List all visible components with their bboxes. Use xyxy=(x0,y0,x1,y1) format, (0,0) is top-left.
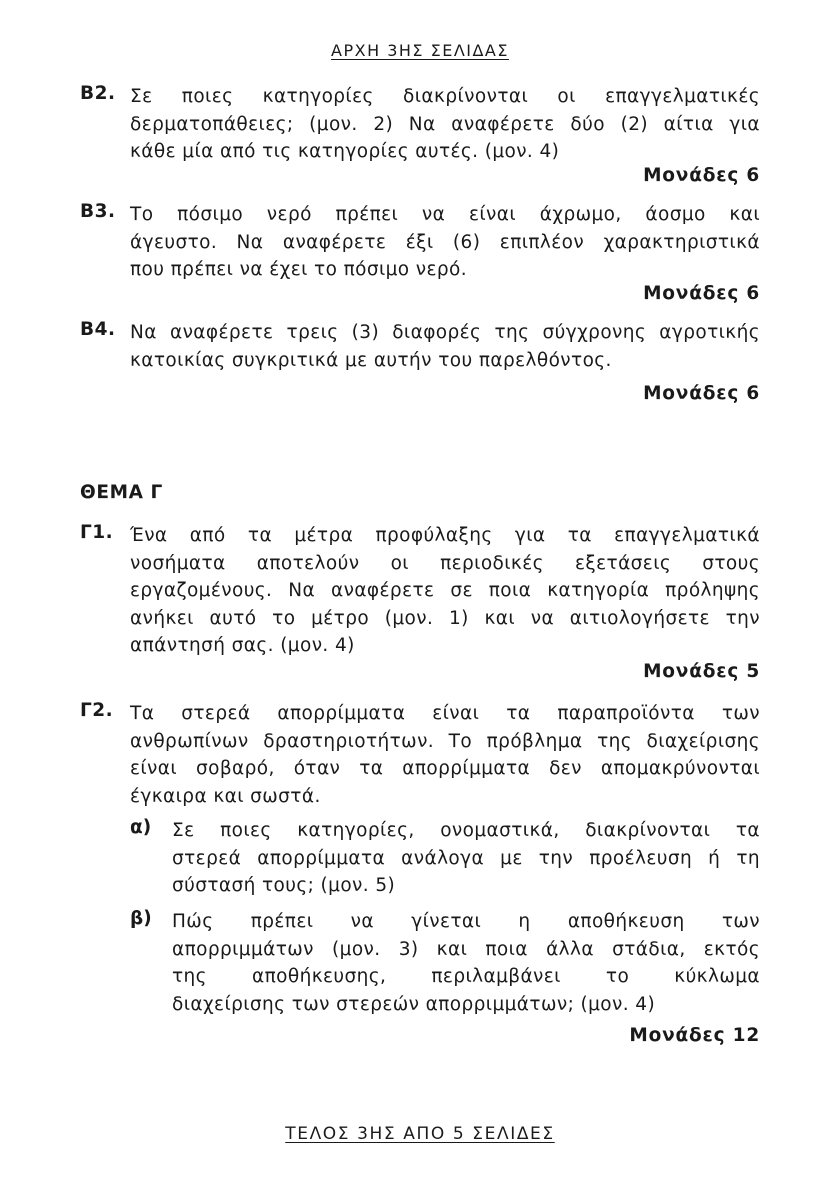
text-line: άγευστο. Να αναφέρετε έξι (6) επιπλέον χαρακτηριστικά xyxy=(130,231,760,253)
text-line: δερματοπάθειες; (μον. 2) Να αναφέρετε δύο (2) αίτια για xyxy=(130,113,760,135)
question-text xyxy=(130,700,760,810)
question-g1 xyxy=(80,522,760,660)
marks-g1: Μονάδες 5 xyxy=(643,661,760,682)
question-text xyxy=(130,83,760,166)
marks-b4: Μονάδες 6 xyxy=(643,383,760,404)
marks-b2: Μονάδες 6 xyxy=(643,165,760,186)
text-line: στερεά απορρίμματα ανάλογα με την προέλευση ή τη xyxy=(172,847,760,869)
text-line: Ένα από τα μέτρα προφύλαξης για τα επαγγελματικά xyxy=(130,525,760,546)
text-line: Το πόσιμο νερό πρέπει να είναι άχρωμο, άοσμο και xyxy=(130,204,760,225)
text-line: απάντησή σας. (μον. 4) xyxy=(130,635,355,656)
subquestion-text xyxy=(172,908,760,1018)
text-line: ανθρωπίνων δραστηριοτήτων. Το πρόβλημα της διαχείρισης xyxy=(130,730,760,752)
question-b4 xyxy=(80,319,760,374)
text-line: ανήκει αυτό το μέτρο (μον. 1) και να αιτιολογήσετε την xyxy=(130,607,760,629)
question-b3 xyxy=(80,201,760,284)
text-line: Τα στερεά απορρίμματα είναι τα παραπροϊόντα των xyxy=(130,703,760,724)
page-header: ΑΡΧΗ 3ΗΣ ΣΕΛΙΔΑΣ xyxy=(331,41,509,60)
text-line: που πρέπει να έχει το πόσιμο νερό. xyxy=(130,259,468,280)
question-b2 xyxy=(80,83,760,166)
subquestion-label: α) xyxy=(130,817,152,838)
section-title: ΘΕΜΑ Γ xyxy=(80,482,163,503)
text-line: εργαζομένους. Να αναφέρετε σε ποια κατηγορία πρόληψης xyxy=(130,580,760,601)
question-label: Β2. xyxy=(80,83,116,104)
question-label: Β4. xyxy=(80,319,116,340)
text-line: απορριμμάτων (μον. 3) και ποια άλλα στάδια, εκτός xyxy=(172,938,760,960)
question-g2 xyxy=(80,700,760,810)
question-label: Γ2. xyxy=(80,700,114,721)
text-line: είναι σοβαρό, όταν τα απορρίμματα δεν απομακρύνονται xyxy=(130,758,760,779)
question-label: Β3. xyxy=(80,201,116,222)
marks-b3: Μονάδες 6 xyxy=(643,283,760,304)
text-line: διαχείρισης των στερεών απορριμμάτων; (μον. 4) xyxy=(172,993,656,1015)
question-text xyxy=(130,319,760,374)
text-line: της αποθήκευσης, περιλαμβάνει το κύκλωμα xyxy=(172,966,760,987)
page-footer: ΤΕΛΟΣ 3ΗΣ ΑΠΟ 5 ΣΕΛΙΔΕΣ xyxy=(285,1124,555,1144)
question-label: Γ1. xyxy=(80,522,114,543)
marks-g2: Μονάδες 12 xyxy=(629,1025,760,1046)
text-line: έγκαιρα και σωστά. xyxy=(130,785,321,807)
subquestion-g2-b xyxy=(130,908,760,1018)
text-line: Σε ποιες κατηγορίες διακρίνονται οι επαγγελματικές xyxy=(130,86,760,107)
text-line: Να αναφέρετε τρεις (3) διαφορές της σύγχρονης αγροτικής xyxy=(130,322,760,343)
text-line: κάθε μία από τις κατηγορίες αυτές. (μον. 4) xyxy=(130,141,560,162)
subquestion-g2-a xyxy=(130,817,760,900)
text-line: σύστασή τους; (μον. 5) xyxy=(172,875,396,896)
subquestion-label: β) xyxy=(130,908,152,929)
subquestion-text xyxy=(172,817,760,900)
text-line: νοσήματα αποτελούν οι περιοδικές εξετάσεις στους xyxy=(130,552,760,574)
text-line: Πώς πρέπει να γίνεται η αποθήκευση των xyxy=(172,911,760,932)
text-line: κατοικίας συγκριτικά με αυτήν του παρελθόντος. xyxy=(130,349,612,371)
question-text xyxy=(130,201,760,284)
text-line: Σε ποιες κατηγορίες, ονομαστικά, διακρίνονται τα xyxy=(172,820,760,841)
question-text xyxy=(130,522,760,660)
